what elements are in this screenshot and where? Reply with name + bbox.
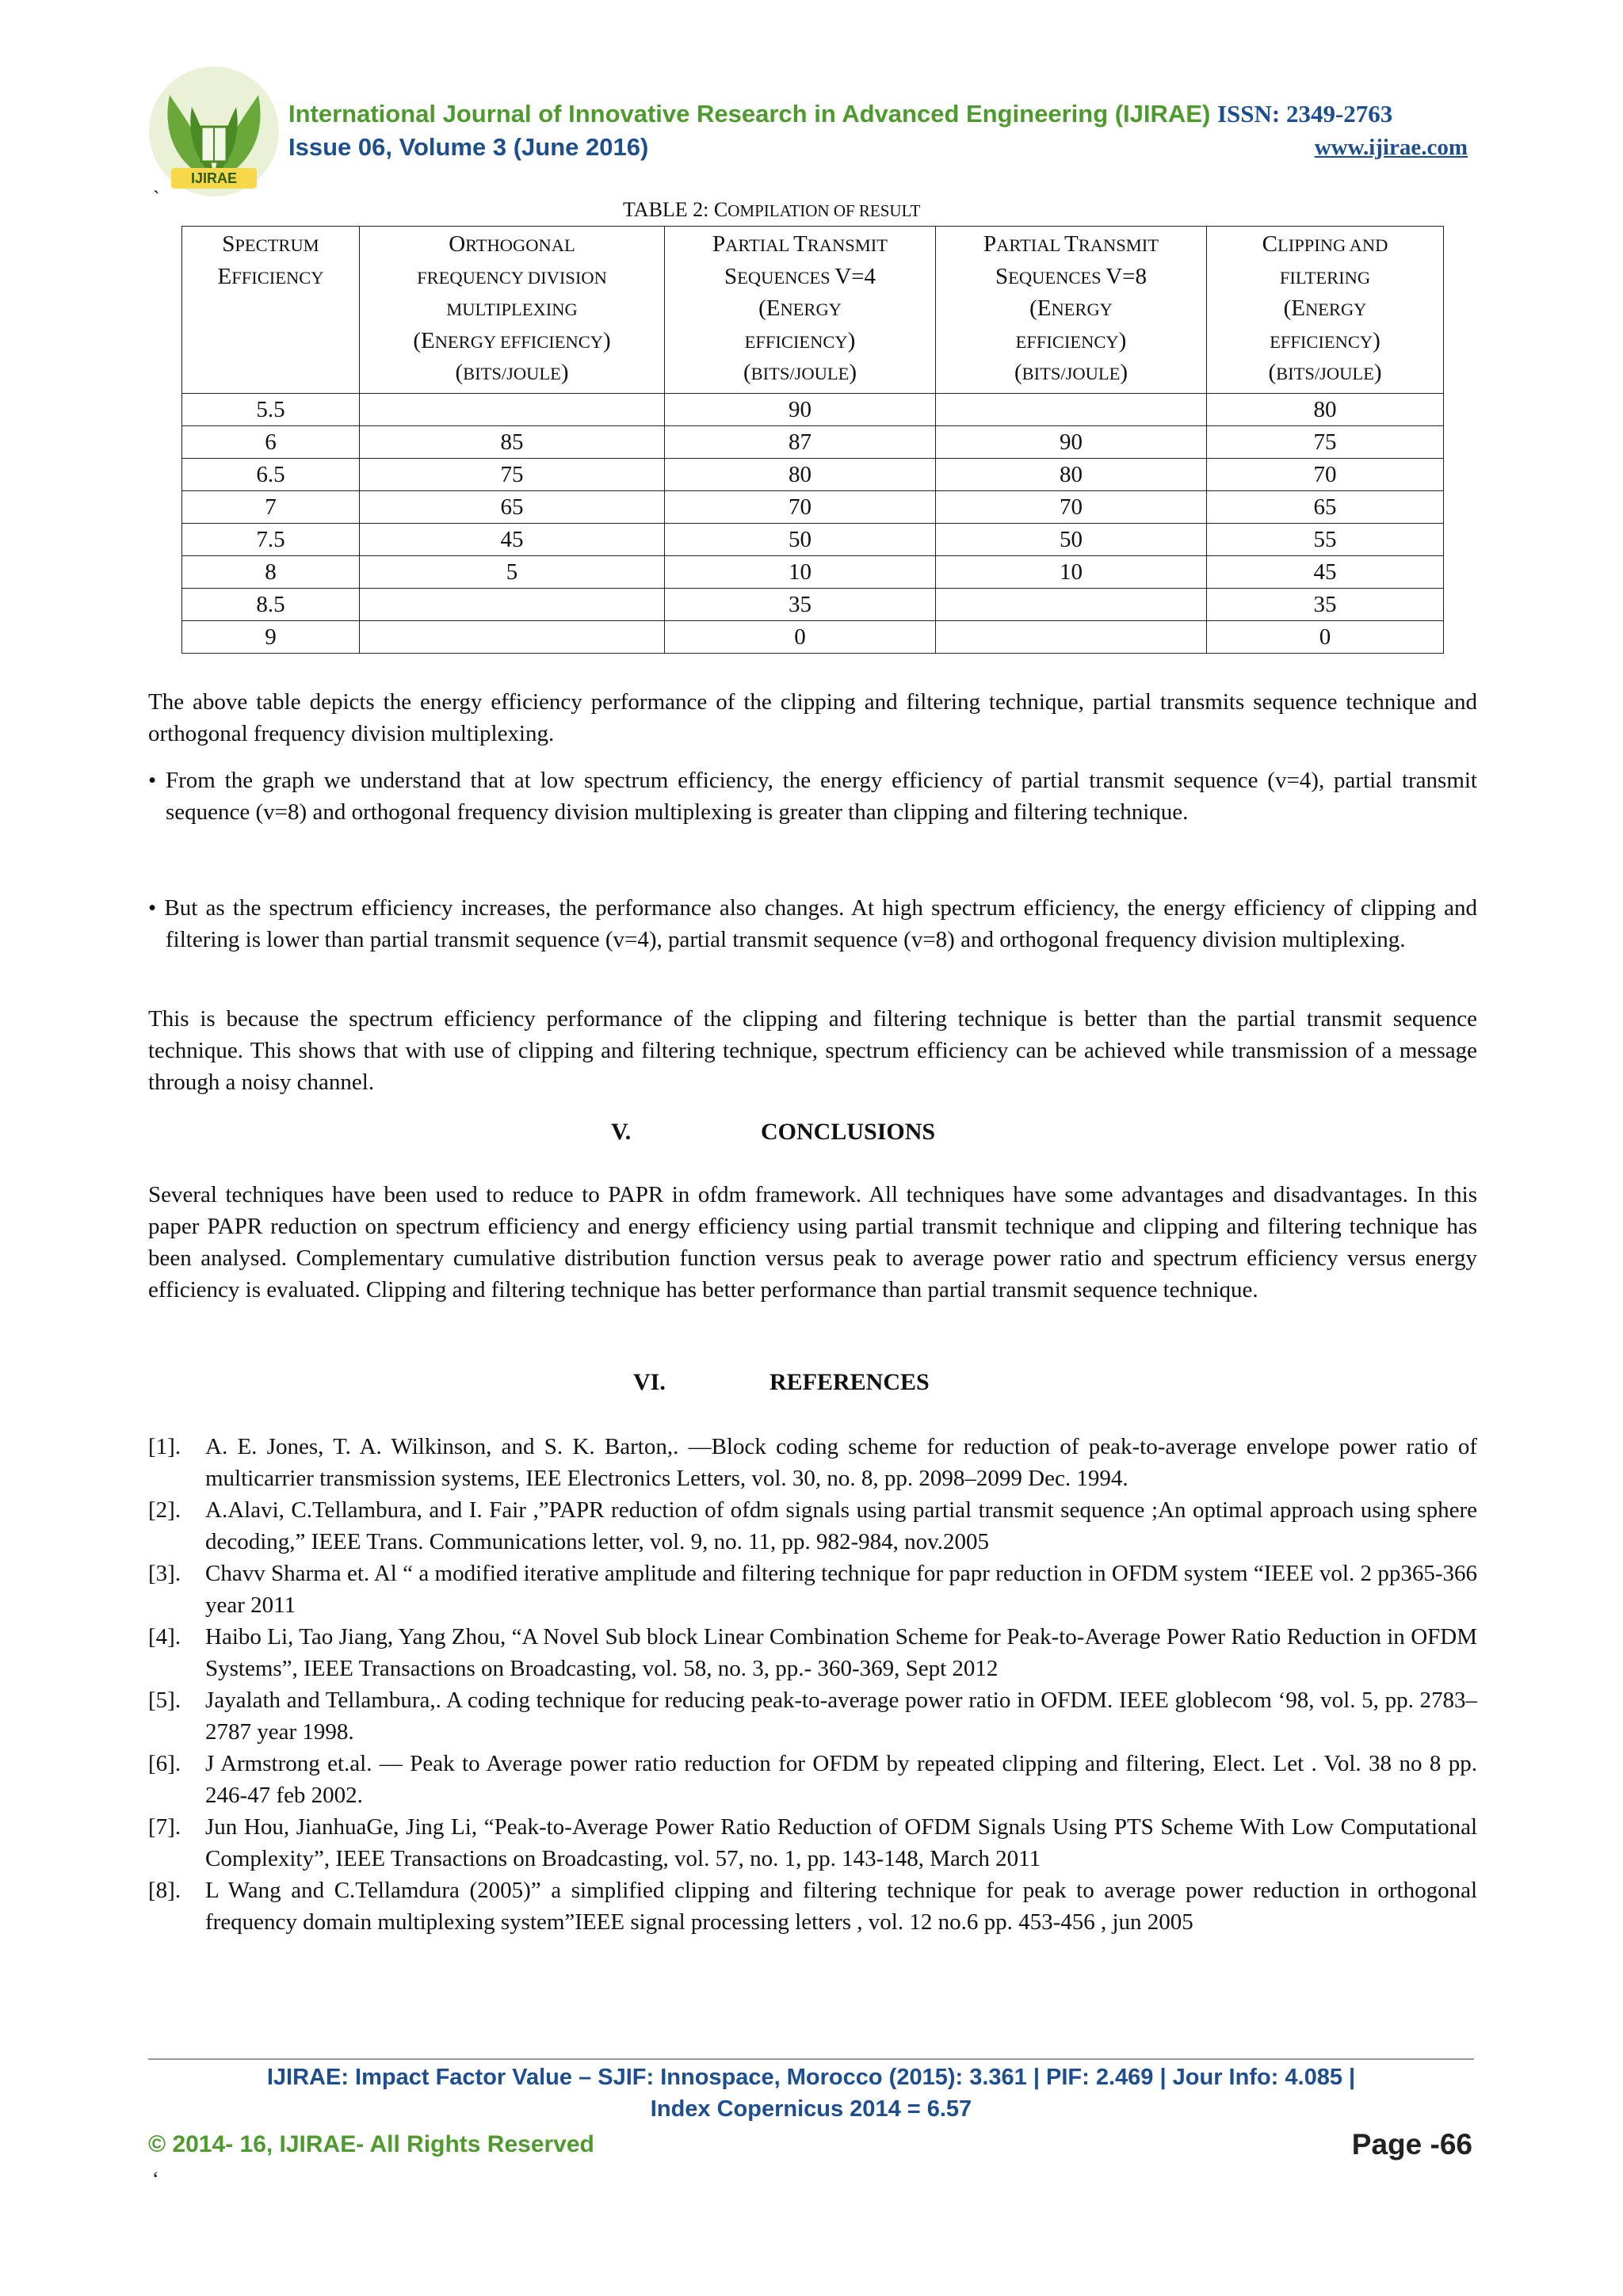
table-cell: 9	[182, 620, 360, 653]
journal-title: International Journal of Innovative Research in Advanced Engineering (IJIRAE)	[288, 100, 1211, 128]
body-paragraph-2: This is because the spectrum efficiency performance of the clipping and filtering technique is better than the partial transmit sequence technique. This shows that with use of clipping and filtering technique, spectrum efficiency can be achieved while transmission of a message through a noisy channel.	[148, 1006, 1477, 1095]
table-cell: 0	[665, 620, 936, 653]
website-link[interactable]: www.ijirae.com	[1314, 135, 1468, 160]
table-cell: 90	[936, 425, 1207, 458]
table-cell: 50	[936, 523, 1207, 555]
journal-logo	[146, 63, 282, 200]
table-cell: 75	[360, 458, 665, 490]
table-cell	[360, 620, 665, 653]
table-cell	[936, 393, 1207, 425]
table-cell: 5.5	[182, 393, 360, 425]
impact-factor: IJIRAE: Impact Factor Value – SJIF: Innospace, Morocco (2015): 3.361 | PIF: 2.469 | Jour Info: 4.085 | Index Copernicus 2014 = 6.57	[266, 2065, 1356, 2122]
col-header-pts-v4: PARTIAL TRANSMIT SEQUENCES V=4 (ENERGY EFFICIENCY) (BITS/JOULE)	[665, 227, 936, 394]
table-cell: 65	[1207, 490, 1444, 523]
table-header-row	[182, 227, 1444, 394]
col-header-spectrum: SPECTRUM EFFICIENCY	[182, 227, 360, 394]
table-row	[182, 620, 1444, 653]
col-header-pts-v8: PARTIAL TRANSMIT SEQUENCES V=8 (ENERGY EFFICIENCY) (BITS/JOULE)	[936, 227, 1207, 394]
table-cell: 80	[936, 458, 1207, 490]
table-row	[182, 588, 1444, 620]
table-cell	[360, 588, 665, 620]
journal-title-line	[288, 100, 1392, 128]
footer-rule	[148, 2058, 1474, 2060]
table-cell: 6	[182, 425, 360, 458]
table-cell: 75	[1207, 425, 1444, 458]
conclusions-text: Several techniques have been used to reduce to PAPR in ofdm framework. All techniques have some advantages and disadvantages. In this paper PAPR reduction on spectrum efficiency and energy efficiency using partial transmit technique and clipping and filtering technique has been analysed. Complementary cumulative distribution function versus peak to average power ratio and spectrum efficiency versus energy efficiency is evaluated. Clipping and filtering technique has better performance than partial transmit sequence technique.	[148, 1182, 1477, 1302]
logo-text: IJIRAE	[190, 170, 238, 186]
table-cell	[936, 588, 1207, 620]
table-cell: 8.5	[182, 588, 360, 620]
table-cell: 10	[665, 555, 936, 588]
table-cell: 45	[360, 523, 665, 555]
table-cell: 7.5	[182, 523, 360, 555]
table-cell: 35	[1207, 588, 1444, 620]
table-cell: 50	[665, 523, 936, 555]
bullet-high-spectrum: • But as the spectrum efficiency increases, the performance also changes. At high spectrum efficiency, the energy efficiency of clipping and filtering is lower than partial transmit sequence (v=4), partial transmit sequence (v=8) and orthogonal frequency division multiplexing.	[148, 895, 1477, 952]
table-cell: 85	[360, 425, 665, 458]
issue-info: Issue 06, Volume 3 (June 2016)	[288, 133, 649, 161]
table-row	[182, 425, 1444, 458]
stray-mark: `	[153, 187, 160, 210]
table-cell: 87	[665, 425, 936, 458]
table-cell	[936, 620, 1207, 653]
page-number: Page -66	[1351, 2128, 1472, 2161]
table-cell: 90	[665, 393, 936, 425]
table-cell: 65	[360, 490, 665, 523]
table-cell: 70	[1207, 458, 1444, 490]
table-cell: 70	[936, 490, 1207, 523]
table-caption: TABLE 2: COMPILATION OF RESULT	[623, 198, 921, 221]
col-header-clipping: CLIPPING AND FILTERING (ENERGY EFFICIENCY) (BITS/JOULE)	[1207, 227, 1444, 394]
issn: ISSN: 2349-2763	[1216, 100, 1393, 128]
table-row	[182, 523, 1444, 555]
table-row	[182, 393, 1444, 425]
table-row	[182, 458, 1444, 490]
table-cell: 10	[936, 555, 1207, 588]
table-cell: 7	[182, 490, 360, 523]
copyright: © 2014- 16, IJIRAE- All Rights Reserved	[148, 2131, 594, 2157]
table-cell	[360, 393, 665, 425]
results-table	[181, 226, 1444, 654]
table-cell: 5	[360, 555, 665, 588]
table-cell: 45	[1207, 555, 1444, 588]
bullet-low-spectrum: • From the graph we understand that at low spectrum efficiency, the energy efficiency of partial transmit sequence (v=4), partial transmit sequence (v=8) and orthogonal frequency division multiplexing is greater than clipping and filtering technique.	[148, 768, 1477, 825]
table-cell: 0	[1207, 620, 1444, 653]
table-cell: 6.5	[182, 458, 360, 490]
table-cell: 80	[1207, 393, 1444, 425]
table-row	[182, 490, 1444, 523]
body-paragraph-1: The above table depicts the energy efficiency performance of the clipping and filtering technique, partial transmits sequence technique and orthogonal frequency division multiplexing.	[148, 689, 1477, 746]
table-cell: 8	[182, 555, 360, 588]
table-cell: 35	[665, 588, 936, 620]
table-row	[182, 555, 1444, 588]
col-header-ofdm: ORTHOGONAL FREQUENCY DIVISION MULTIPLEXING (ENERGY EFFICIENCY) (BITS/JOULE)	[360, 227, 665, 394]
table-cell: 55	[1207, 523, 1444, 555]
table-cell: 70	[665, 490, 936, 523]
stray-mark-bottom: ‘	[152, 2168, 159, 2191]
table-cell: 80	[665, 458, 936, 490]
